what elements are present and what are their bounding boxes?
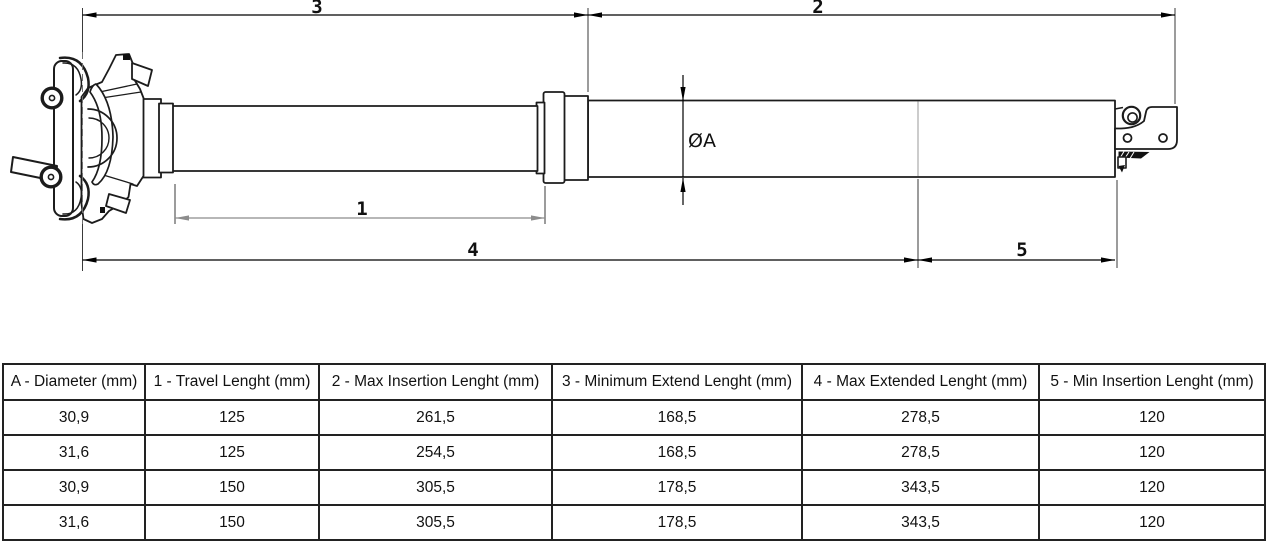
table-cell: 31,6 (3, 505, 145, 540)
table-cell: 30,9 (3, 470, 145, 505)
spec-table-header-row (3, 364, 1265, 400)
table-cell: 254,5 (319, 435, 552, 470)
table-cell: 31,6 (3, 435, 145, 470)
column-header-max-extended: 4 - Max Extended Lenght (mm) (802, 364, 1039, 400)
table-row (3, 470, 1265, 505)
dimension-1 (175, 198, 545, 220)
collar (544, 92, 565, 183)
column-header-min-extend: 3 - Minimum Extend Lenght (mm) (552, 364, 802, 400)
column-header-min-insertion: 5 - Min Insertion Lenght (mm) (1039, 364, 1265, 400)
table-cell: 150 (145, 470, 319, 505)
table-row (3, 505, 1265, 540)
dim4-label: 4 (467, 239, 479, 261)
table-cell: 125 (145, 400, 319, 435)
table-cell: 30,9 (3, 400, 145, 435)
table-row (3, 400, 1265, 435)
table-cell: 120 (1039, 505, 1265, 540)
table-cell: 278,5 (802, 435, 1039, 470)
table-cell: 261,5 (319, 400, 552, 435)
dimension-diameter (683, 75, 716, 205)
head-base-inner (159, 104, 173, 173)
seatpost-head-drawing (11, 54, 152, 223)
table-cell: 120 (1039, 400, 1265, 435)
dimension-5 (918, 239, 1115, 261)
table-cell: 178,5 (552, 505, 802, 540)
diameter-label: ØA (688, 130, 716, 152)
table-cell: 278,5 (802, 400, 1039, 435)
bracket-bolt-hole-left (1124, 134, 1132, 142)
table-cell: 168,5 (552, 400, 802, 435)
seal-head (564, 96, 589, 180)
dimension-4 (83, 239, 919, 261)
dim5-label: 5 (1016, 239, 1028, 261)
dimension-2 (588, 0, 1175, 18)
post-side-view (142, 92, 1115, 183)
spec-table (2, 363, 1266, 541)
dim1-label: 1 (356, 198, 368, 220)
table-cell: 305,5 (319, 505, 552, 540)
table-cell: 343,5 (802, 505, 1039, 540)
column-header-travel: 1 - Travel Lenght (mm) (145, 364, 319, 400)
table-cell: 305,5 (319, 470, 552, 505)
table-cell: 125 (145, 435, 319, 470)
bracket-bolt-hole-right (1159, 134, 1167, 142)
table-cell: 120 (1039, 435, 1265, 470)
table-cell: 168,5 (552, 435, 802, 470)
upper-tube (172, 106, 538, 171)
cable-actuator-drawing (1115, 107, 1177, 173)
dim3-label: 3 (311, 0, 323, 18)
dim2-label: 2 (812, 0, 824, 18)
table-cell: 178,5 (552, 470, 802, 505)
lower-tube (588, 101, 1115, 178)
table-cell: 150 (145, 505, 319, 540)
table-cell: 120 (1039, 470, 1265, 505)
table-cell: 343,5 (802, 470, 1039, 505)
table-row (3, 435, 1265, 470)
dimension-3 (83, 0, 589, 18)
column-header-max-insertion: 2 - Max Insertion Lenght (mm) (319, 364, 552, 400)
clamp-plate (54, 61, 73, 216)
column-header-diameter: A - Diameter (mm) (3, 364, 145, 400)
